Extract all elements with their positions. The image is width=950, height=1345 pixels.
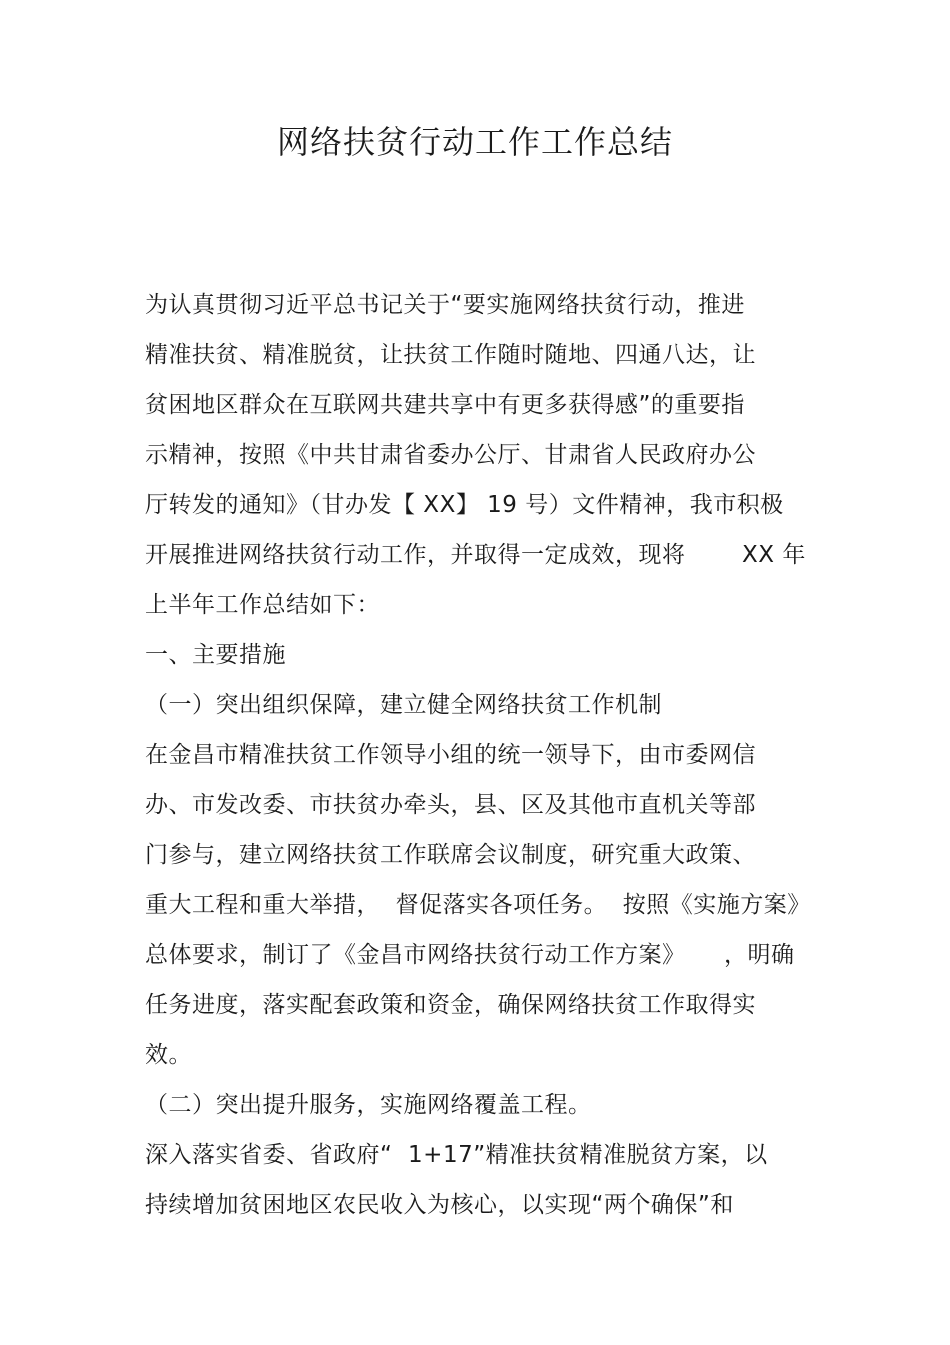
paragraph-line: 贫困地区群众在互联网共建共享中有更多获得感”的重要指	[145, 392, 745, 418]
paragraph-line: 重大工程和重大举措， 督促落实各项任务。 按照《实施方案》	[145, 892, 811, 918]
subsection-heading: （二）突出提升服务，实施网络覆盖工程。	[145, 1092, 592, 1118]
paragraph-line-tail: ，明确	[724, 942, 795, 968]
paragraph-line: 总体要求，制订了《金昌市网络扶贫行动工作方案》	[145, 942, 686, 968]
paragraph-line: 效。	[145, 1042, 192, 1068]
subsection-heading: （一）突出组织保障，建立健全网络扶贫工作机制	[145, 692, 662, 718]
paragraph-line: 在金昌市精准扶贫工作领导小组的统一领导下，由市委网信	[145, 742, 756, 768]
paragraph-line: 持续增加贫困地区农民收入为核心，以实现“两个确保”和	[145, 1192, 734, 1218]
paragraph-line: 门参与，建立网络扶贫工作联席会议制度，研究重大政策、	[145, 842, 756, 868]
paragraph-line: 为认真贯彻习近平总书记关于“要实施网络扶贫行动，推进	[145, 292, 745, 318]
paragraph-line: 示精神，按照《中共甘肃省委办公厅、甘肃省人民政府办公	[145, 442, 756, 468]
paragraph-line: 深入落实省委、省政府“ 1+17”精准扶贫精准脱贫方案，以	[145, 1142, 768, 1168]
paragraph-line: 任务进度，落实配套政策和资金，确保网络扶贫工作取得实	[145, 992, 756, 1018]
paragraph-line-tail: XX 年	[742, 542, 806, 568]
paragraph-line: 开展推进网络扶贫行动工作，并取得一定成效，现将	[145, 542, 686, 568]
paragraph-line: 上半年工作总结如下：	[145, 592, 380, 618]
paragraph-line: 精准扶贫、精准脱贫，让扶贫工作随时随地、四通八达，让	[145, 342, 756, 368]
section-heading: 一、主要措施	[145, 642, 286, 668]
page-title: 网络扶贫行动工作工作总结	[276, 123, 673, 161]
paragraph-line: 厅转发的通知》（甘办发【 XX】 19 号）文件精神，我市积极	[145, 492, 784, 518]
paragraph-line: 办、市发改委、市扶贫办牵头，县、区及其他市直机关等部	[145, 792, 756, 818]
